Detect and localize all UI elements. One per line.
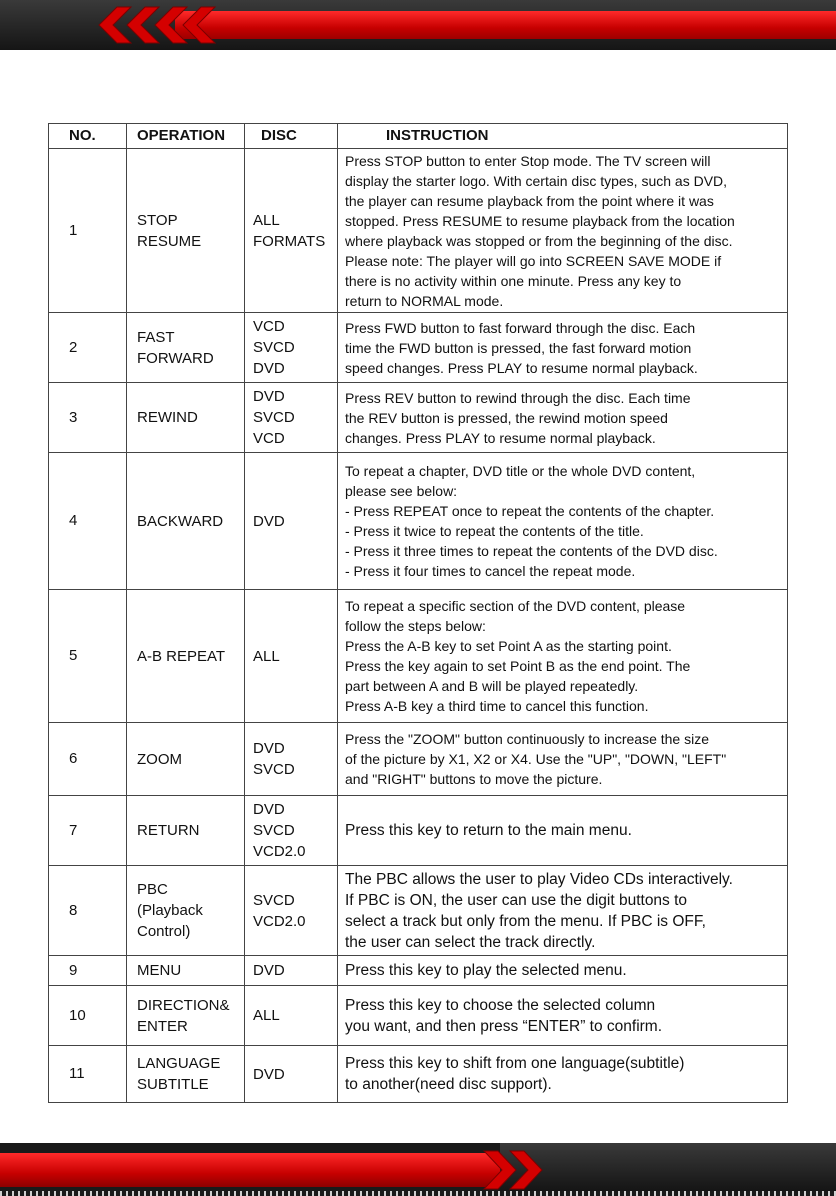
row-operation-line: MENU [137,962,182,979]
row-instruction-line: select a track but only from the menu. If PBC is OFF, [345,912,706,930]
row-number: 8 [49,866,127,956]
header-instruction: INSTRUCTION [338,124,788,149]
table-row [49,986,788,1046]
row-instruction-line: where playback was stopped or from the beginning of the disc. [345,232,733,249]
row-disc-line: SVCD [253,822,295,839]
row-operation-line: ENTER [137,1017,188,1035]
row-instruction-line: Please note: The player will go into SCREEN SAVE MODE if [345,252,722,269]
row-instruction-line: If PBC is ON, the user can use the digit buttons to [345,891,688,909]
row-instruction-line: Press the A-B key to set Point A as the starting point. [345,638,672,654]
row-instruction-line: please see below: [345,483,458,499]
row-operation-line: SUBTITLE [137,1076,209,1093]
row-number: 1 [49,149,127,313]
row-instruction-line: Press this key to choose the selected column [345,996,656,1014]
row-operation-line: BACKWARD [137,512,224,530]
row-instruction-line: to another(need disc support). [345,1076,552,1093]
row-operation-line: PBC [137,881,168,898]
row-disc [245,956,338,986]
row-instruction-line: - Press it three times to repeat the contents of the DVD disc. [345,543,718,559]
row-disc-line: VCD2.0 [253,912,306,930]
row-disc-line: SVCD [253,339,295,356]
row-disc-line: DVD [253,360,285,377]
row-operation [127,149,245,313]
row-operation-line: Control) [137,923,191,940]
row-disc [245,796,338,866]
row-number: 9 [49,956,127,986]
row-number: 10 [49,986,127,1046]
row-instruction [338,723,788,796]
row-instruction-line: and "RIGHT" buttons to move the picture. [345,771,603,787]
header-operation: OPERATION [127,124,245,149]
row-operation [127,956,245,986]
row-instruction-line: there is no activity within one minute. Press any key to [345,272,682,289]
row-instruction-line: the player can resume playback from the point where it was [345,192,714,209]
row-instruction-line: To repeat a specific section of the DVD content, please [345,598,686,614]
row-number: 6 [49,723,127,796]
row-disc-line: SVCD [253,761,295,778]
table-row [49,1046,788,1103]
row-instruction-line: Press A-B key a third time to cancel this function. [345,698,649,714]
row-operation [127,313,245,383]
row-disc-line: SVCD [253,891,295,909]
row-instruction-line: display the starter logo. With certain disc types, such as DVD, [345,172,728,189]
row-disc-line: DVD [253,740,285,757]
row-operation [127,796,245,866]
row-instruction-line: part between A and B will be played repeatedly. [345,678,639,694]
chevrons-right-icon [480,1149,560,1191]
row-disc-line: FORMATS [253,232,326,250]
row-disc-line: VCD [253,318,285,335]
row-instruction-line: Press this key to play the selected menu. [345,962,627,979]
row-operation-line: ZOOM [137,750,182,768]
row-instruction [338,866,788,956]
table-row [49,383,788,453]
row-instruction-line: Press this key to return to the main menu. [345,822,632,839]
row-disc [245,453,338,590]
table-row [49,956,788,986]
row-number: 2 [49,313,127,383]
row-disc [245,149,338,313]
row-number: 11 [49,1046,127,1103]
row-instruction [338,313,788,383]
top-banner [0,0,836,50]
row-number: 3 [49,383,127,453]
row-instruction-line: changes. Press PLAY to resume normal playback. [345,429,656,446]
table-row [49,796,788,866]
row-instruction-line: time the FWD button is pressed, the fast forward motion [345,339,692,356]
row-disc [245,383,338,453]
row-operation-line: A-B REPEAT [137,647,226,665]
row-number: 5 [49,590,127,723]
header-disc: DISC [245,124,338,149]
row-disc [245,986,338,1046]
row-instruction-line: Press STOP button to enter Stop mode. The TV screen will [345,152,711,169]
bottom-dotted-edge [0,1191,836,1196]
row-disc-line: VCD2.0 [253,843,306,860]
row-operation-line: RESUME [137,232,202,250]
row-instruction [338,986,788,1046]
row-operation [127,723,245,796]
row-instruction-line: Press the "ZOOM" button continuously to increase the size [345,731,709,747]
row-instruction-line: follow the steps below: [345,618,486,634]
row-disc [245,723,338,796]
row-instruction [338,796,788,866]
row-operation-line: STOP [137,211,178,229]
row-disc-line: DVD [253,512,285,530]
row-number: 4 [49,453,127,590]
row-disc [245,866,338,956]
row-disc [245,313,338,383]
row-disc-line: ALL [253,211,280,229]
row-disc-line: VCD [253,430,285,447]
row-operation [127,590,245,723]
row-operation [127,866,245,956]
row-instruction-line: - Press REPEAT once to repeat the contents of the chapter. [345,503,715,519]
row-disc [245,590,338,723]
row-number: 7 [49,796,127,866]
row-instruction-line: Press the key again to set Point B as the end point. The [345,658,691,674]
table-row [49,590,788,723]
row-instruction-line: the REV button is pressed, the rewind motion speed [345,409,668,426]
row-instruction-line: - Press it twice to repeat the contents of the title. [345,523,644,539]
table-row [49,866,788,956]
row-instruction-line: the user can select the track directly. [345,933,596,951]
row-disc-line: DVD [253,962,285,979]
row-operation-line: REWIND [137,409,198,426]
row-instruction-line: speed changes. Press PLAY to resume normal playback. [345,359,698,376]
row-instruction-line: The PBC allows the user to play Video CDs interactively. [345,870,733,888]
row-operation-line: DIRECTION& [137,996,230,1014]
row-instruction [338,1046,788,1103]
header-no: NO. [49,124,127,149]
row-instruction-line: Press this key to shift from one language(subtitle) [345,1055,685,1072]
row-instruction-line: Press REV button to rewind through the disc. Each time [345,389,691,406]
row-operation [127,1046,245,1103]
row-instruction-line: To repeat a chapter, DVD title or the whole DVD content, [345,463,696,479]
row-instruction [338,383,788,453]
row-instruction-line: you want, and then press “ENTER” to confirm. [345,1017,663,1035]
row-operation-line: (Playback [137,902,203,919]
table-row [49,453,788,590]
row-disc-line: DVD [253,388,285,405]
row-instruction [338,453,788,590]
row-operation-line: RETURN [137,822,200,839]
row-instruction-line: Press FWD button to fast forward through the disc. Each [345,319,696,336]
row-disc-line: SVCD [253,409,295,426]
row-disc [245,1046,338,1103]
row-disc-line: DVD [253,801,285,818]
row-disc-line: ALL [253,1007,280,1024]
chevrons-left-icon [95,5,225,45]
bottom-banner-red-bar [0,1153,500,1187]
row-operation-line: FAST [137,328,175,346]
row-instruction-line: stopped. Press RESUME to resume playback from the location [345,212,735,229]
table-row [49,313,788,383]
row-instruction-line: - Press it four times to cancel the repeat mode. [345,563,636,579]
row-instruction [338,590,788,723]
row-operation [127,986,245,1046]
operations-table [48,123,788,1103]
row-operation-line: LANGUAGE [137,1055,221,1072]
row-instruction-line: return to NORMAL mode. [345,292,504,309]
bottom-banner [0,1143,836,1196]
row-operation-line: FORWARD [137,349,214,367]
row-disc-line: DVD [253,1065,285,1083]
row-instruction [338,956,788,986]
table-row [49,149,788,313]
row-instruction [338,149,788,313]
top-banner-red-bar [175,11,836,39]
row-disc-line: ALL [253,647,280,665]
row-operation [127,453,245,590]
row-operation [127,383,245,453]
table-row [49,723,788,796]
table-header-row [49,124,788,149]
row-instruction-line: of the picture by X1, X2 or X4. Use the "UP", "DOWN, "LEFT" [345,751,727,767]
